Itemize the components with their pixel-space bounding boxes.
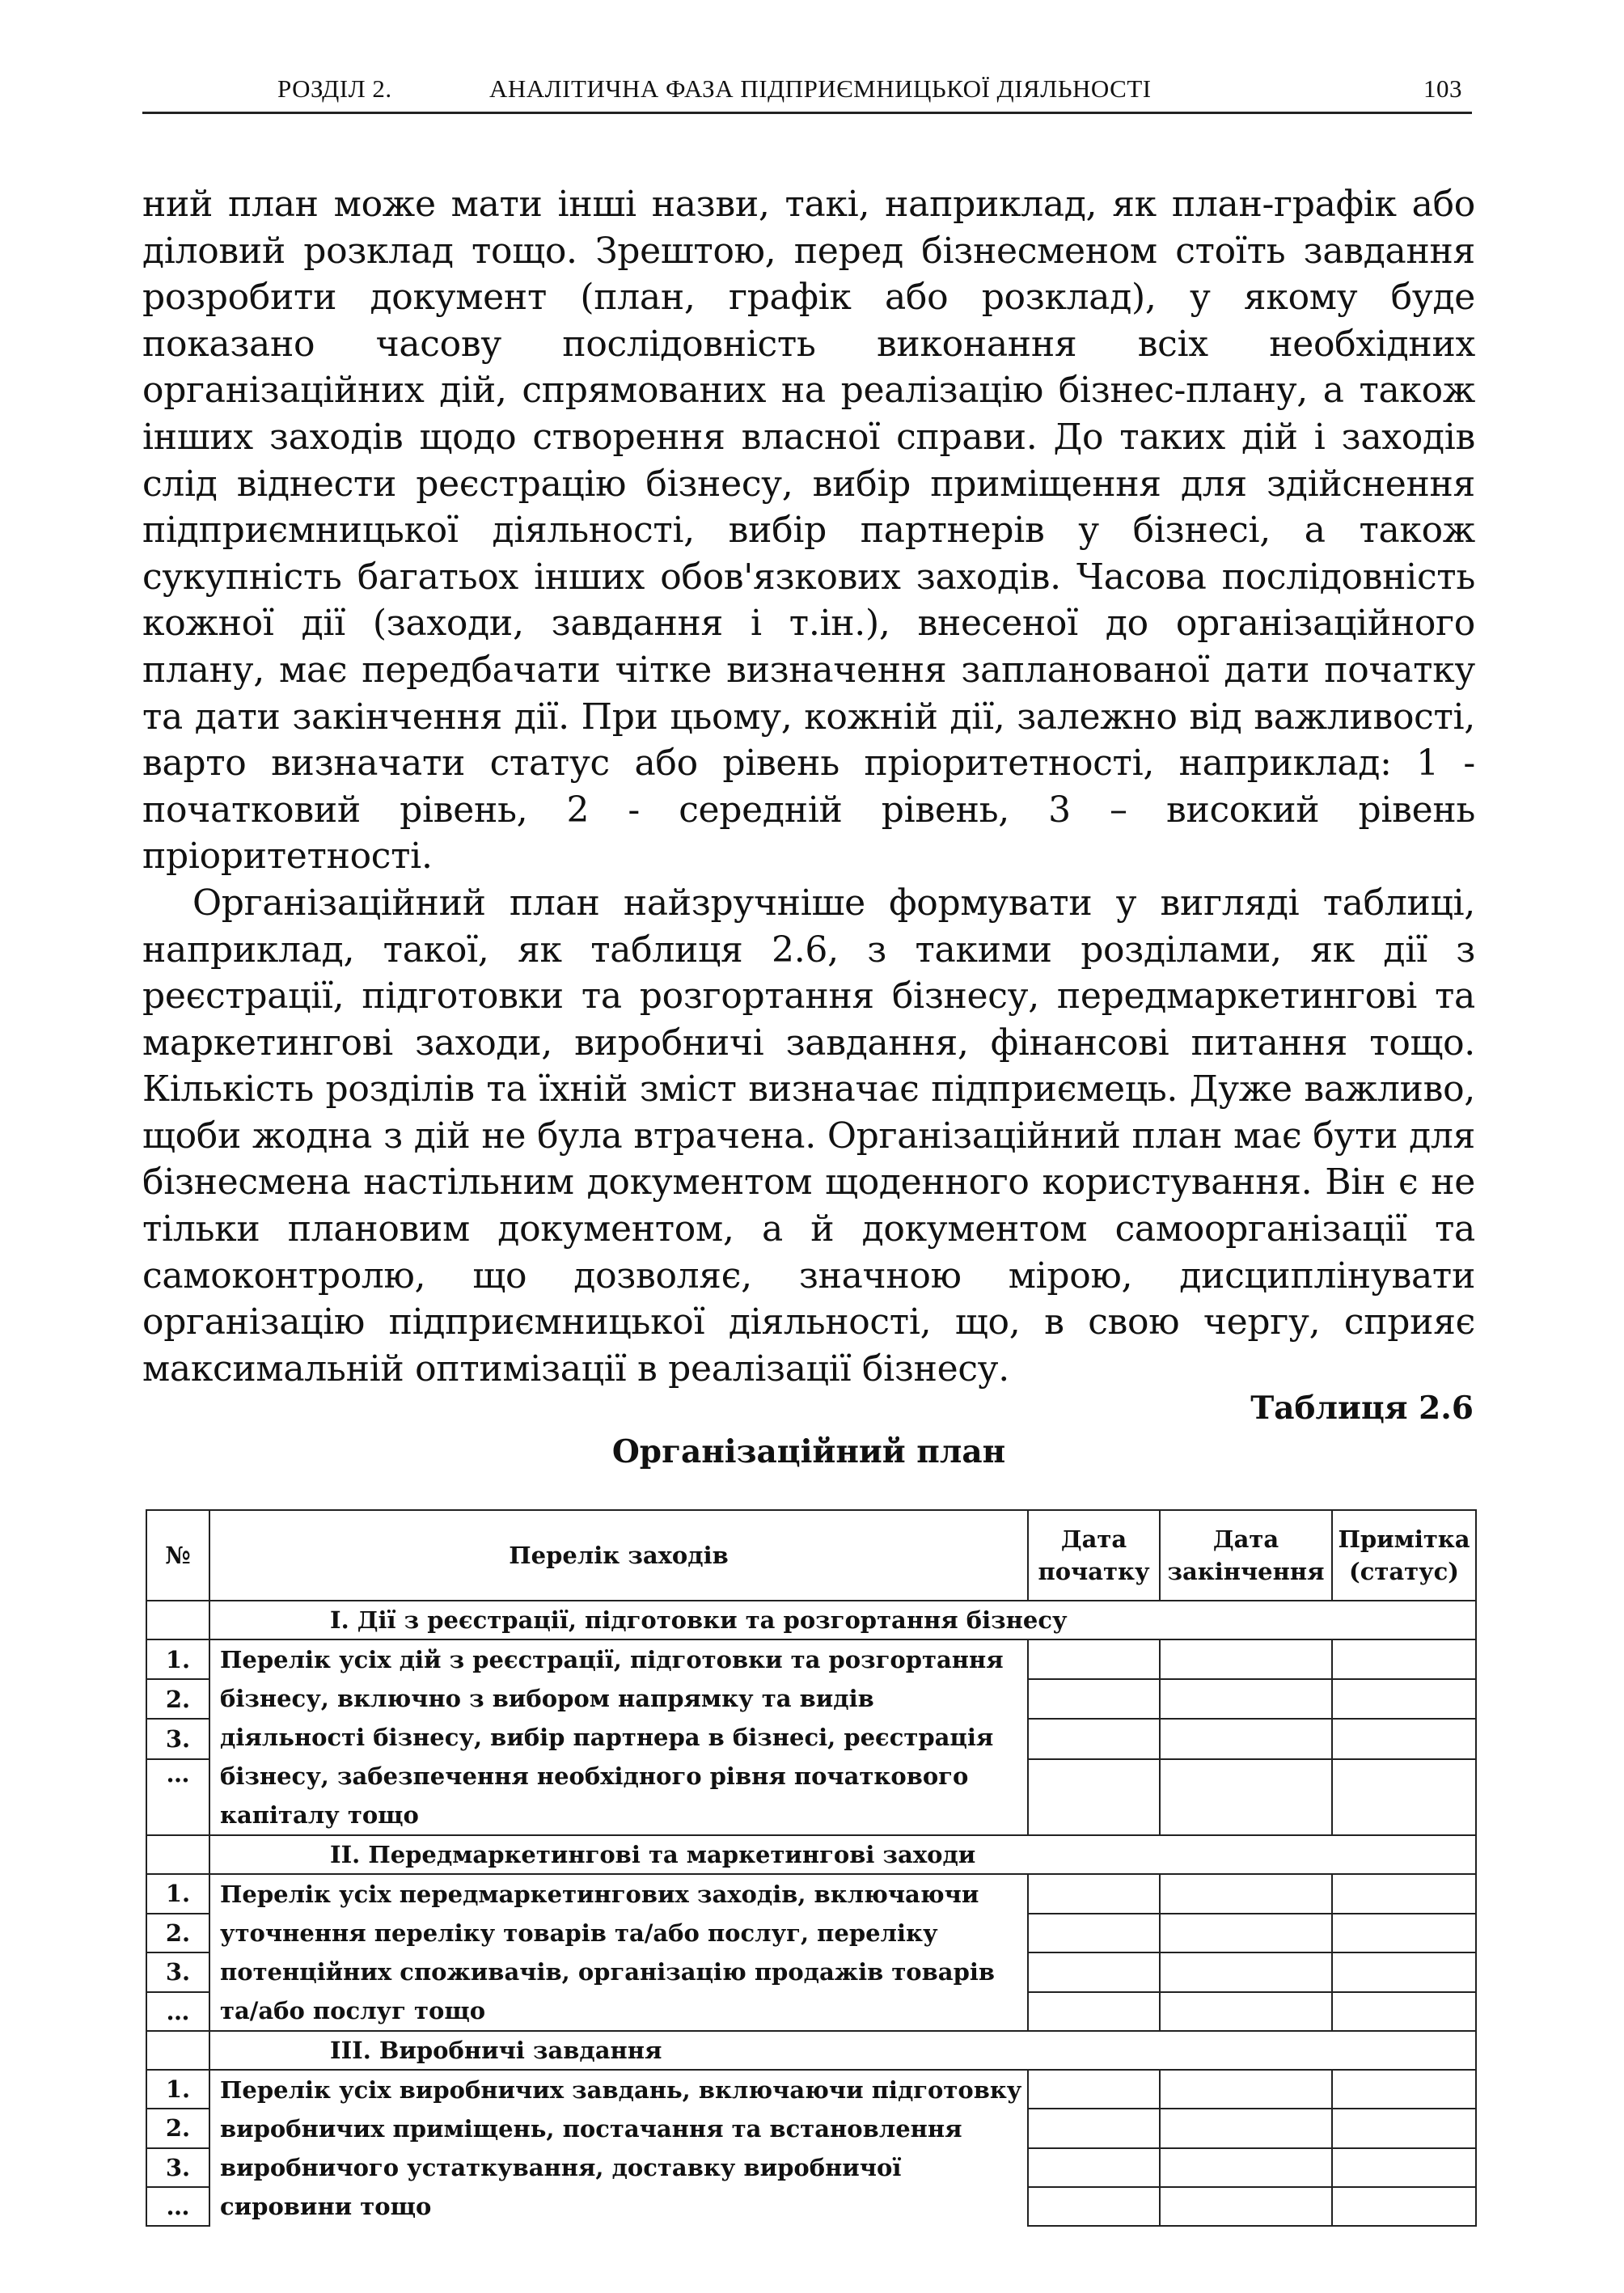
start-date-cell[interactable]	[1028, 1914, 1160, 1953]
col-header-end-date: Дата закінчення	[1160, 1510, 1332, 1601]
end-date-cell[interactable]	[1160, 1952, 1332, 1992]
header-section: РОЗДІЛ 2.	[277, 74, 392, 103]
section-title: І. Дії з реєстрації, підготовки та розгортання бізнесу	[209, 1601, 1476, 1639]
page-number: 103	[1423, 74, 1462, 103]
end-date-cell[interactable]	[1160, 1992, 1332, 2032]
table-row	[146, 2070, 1476, 2109]
section-title: ІІ. Передмаркетингові та маркетингові заходи	[209, 1835, 1476, 1874]
end-date-cell[interactable]	[1160, 1679, 1332, 1719]
end-date-cell[interactable]	[1160, 1874, 1332, 1914]
note-cell[interactable]	[1332, 1874, 1476, 1914]
table-title: Організаційний план	[611, 1433, 1006, 1470]
header-title: АНАЛІТИЧНА ФАЗА ПІДПРИЄМНИЦЬКОЇ ДІЯЛЬНОСТІ	[489, 74, 1152, 103]
end-date-cell[interactable]	[1160, 2109, 1332, 2147]
note-cell[interactable]	[1332, 2109, 1476, 2147]
row-number: …	[146, 2187, 209, 2226]
organizational-plan-table	[146, 1509, 1477, 2227]
start-date-cell[interactable]	[1028, 1952, 1160, 1992]
row-number: 2.	[146, 1914, 209, 1953]
note-cell[interactable]	[1332, 1759, 1476, 1835]
row-number: 3.	[146, 1719, 209, 1758]
start-date-cell[interactable]	[1028, 1874, 1160, 1914]
row-number: 2.	[146, 1679, 209, 1719]
note-cell[interactable]	[1332, 1992, 1476, 2032]
note-cell[interactable]	[1332, 2148, 1476, 2187]
end-date-cell[interactable]	[1160, 2148, 1332, 2187]
row-number: …	[146, 1992, 209, 2032]
section-row	[146, 1601, 1476, 1639]
end-date-cell[interactable]	[1160, 1639, 1332, 1679]
end-date-cell[interactable]	[1160, 2187, 1332, 2226]
body-text	[142, 181, 1475, 1392]
start-date-cell[interactable]	[1028, 2070, 1160, 2109]
note-cell[interactable]	[1332, 1679, 1476, 1719]
end-date-cell[interactable]	[1160, 1914, 1332, 1953]
col-header-activities: Перелік заходів	[209, 1510, 1028, 1601]
section-title: ІІІ. Виробничі завдання	[209, 2031, 1476, 2070]
running-header	[142, 70, 1472, 114]
end-date-cell[interactable]	[1160, 2070, 1332, 2109]
note-cell[interactable]	[1332, 1639, 1476, 1679]
row-number: 1.	[146, 2070, 209, 2109]
table-header-row	[146, 1510, 1476, 1601]
start-date-cell[interactable]	[1028, 2109, 1160, 2147]
note-cell[interactable]	[1332, 1914, 1476, 1953]
section-description: Перелік усіх дій з реєстрації, підготовки та розгортання бізнесу, включно з вибором напрямку та видів діяльності бізнесу, вибір партнера в бізнесі, реєстрація бізнесу, забезпечення необхідного рівня початкового капіталу тощо	[209, 1639, 1028, 1835]
row-number: 1.	[146, 1639, 209, 1679]
start-date-cell[interactable]	[1028, 1719, 1160, 1758]
section-description: Перелік усіх виробничих завдань, включаючи підготовку виробничих приміщень, постачання та встановлення виробничого устаткування, доставку виробничої сировини тощо	[209, 2070, 1028, 2226]
start-date-cell[interactable]	[1028, 1679, 1160, 1719]
section-description: Перелік усіх передмаркетингових заходів, включаючи уточнення переліку товарів та/або послуг, переліку потенційних споживачів, організацію продажів товарів та/або послуг тощо	[209, 1874, 1028, 2031]
note-cell[interactable]	[1332, 1952, 1476, 1992]
start-date-cell[interactable]	[1028, 2187, 1160, 2226]
row-number: 2.	[146, 2109, 209, 2147]
col-header-start-date: Дата початку	[1028, 1510, 1160, 1601]
start-date-cell[interactable]	[1028, 2148, 1160, 2187]
table-row	[146, 1639, 1476, 1679]
col-header-note: Примітка (статус)	[1332, 1510, 1476, 1601]
col-header-num: №	[146, 1510, 209, 1601]
start-date-cell[interactable]	[1028, 1992, 1160, 2032]
end-date-cell[interactable]	[1160, 1759, 1332, 1835]
start-date-cell[interactable]	[1028, 1759, 1160, 1835]
row-number: 1.	[146, 1874, 209, 1914]
table-label: Таблиця 2.6	[1250, 1390, 1474, 1427]
section-row	[146, 2031, 1476, 2070]
paragraph: ний план може мати інші назви, такі, наприклад, як план-графік або діловий розклад тощо. Зрештою, перед бізнесменом стоїть завдання розробити документ (план, графік або розклад), у якому буде показано часову послідовність виконання всіх необхідних організаційних дій, спрямованих на реалізацію бізнес-плану, а також інших заходів щодо створення власної справи. До таких дій і заходів слід віднести реєстрацію бізнесу, вибір приміщення для здійснення підприємницької діяльності, вибір партнерів у бізнесі, а також сукупність багатьох інших обов'язкових заходів. Часова послідовність кожної дії (заходи, завдання і т.ін.), внесеної до організаційного плану, має передбачати чітке визначення запланованої дати початку та дати закінчення дії. При цьому, кожній дії, залежно від важливості, варто визначати статус або рівень пріоритетності, наприклад: 1 - початковий рівень, 2 - середній рівень, 3 – високий рівень пріоритетності.	[142, 184, 1475, 878]
note-cell[interactable]	[1332, 2187, 1476, 2226]
note-cell[interactable]	[1332, 2070, 1476, 2109]
section-row	[146, 1835, 1476, 1874]
end-date-cell[interactable]	[1160, 1719, 1332, 1758]
row-number: …	[146, 1759, 209, 1835]
paragraph: Організаційний план найзручніше формувати у вигляді таблиці, наприклад, такої, як таблиця 2.6, з такими розділами, як дії з реєстрації, підготовки та розгортання бізнесу, передмаркетингові та маркетингові заходи, виробничі завдання, фінансові питання тощо. Кількість розділів та їхній зміст визначає підприємець. Дуже важливо, щоби жодна з дій не була втрачена. Організаційний план має бути для бізнесмена настільним документом щоденного користування. Він є не тільки плановим документом, а й документом самоорганізації та самоконтролю, що дозволяє, значною мірою, дисциплінувати організацію підприємницької діяльності, що, в свою чергу, сприяє максимальній оптимізації в реалізації бізнесу.	[142, 882, 1475, 1390]
start-date-cell[interactable]	[1028, 1639, 1160, 1679]
row-number: 3.	[146, 1952, 209, 1992]
note-cell[interactable]	[1332, 1719, 1476, 1758]
row-number: 3.	[146, 2148, 209, 2187]
table-row	[146, 1874, 1476, 1914]
